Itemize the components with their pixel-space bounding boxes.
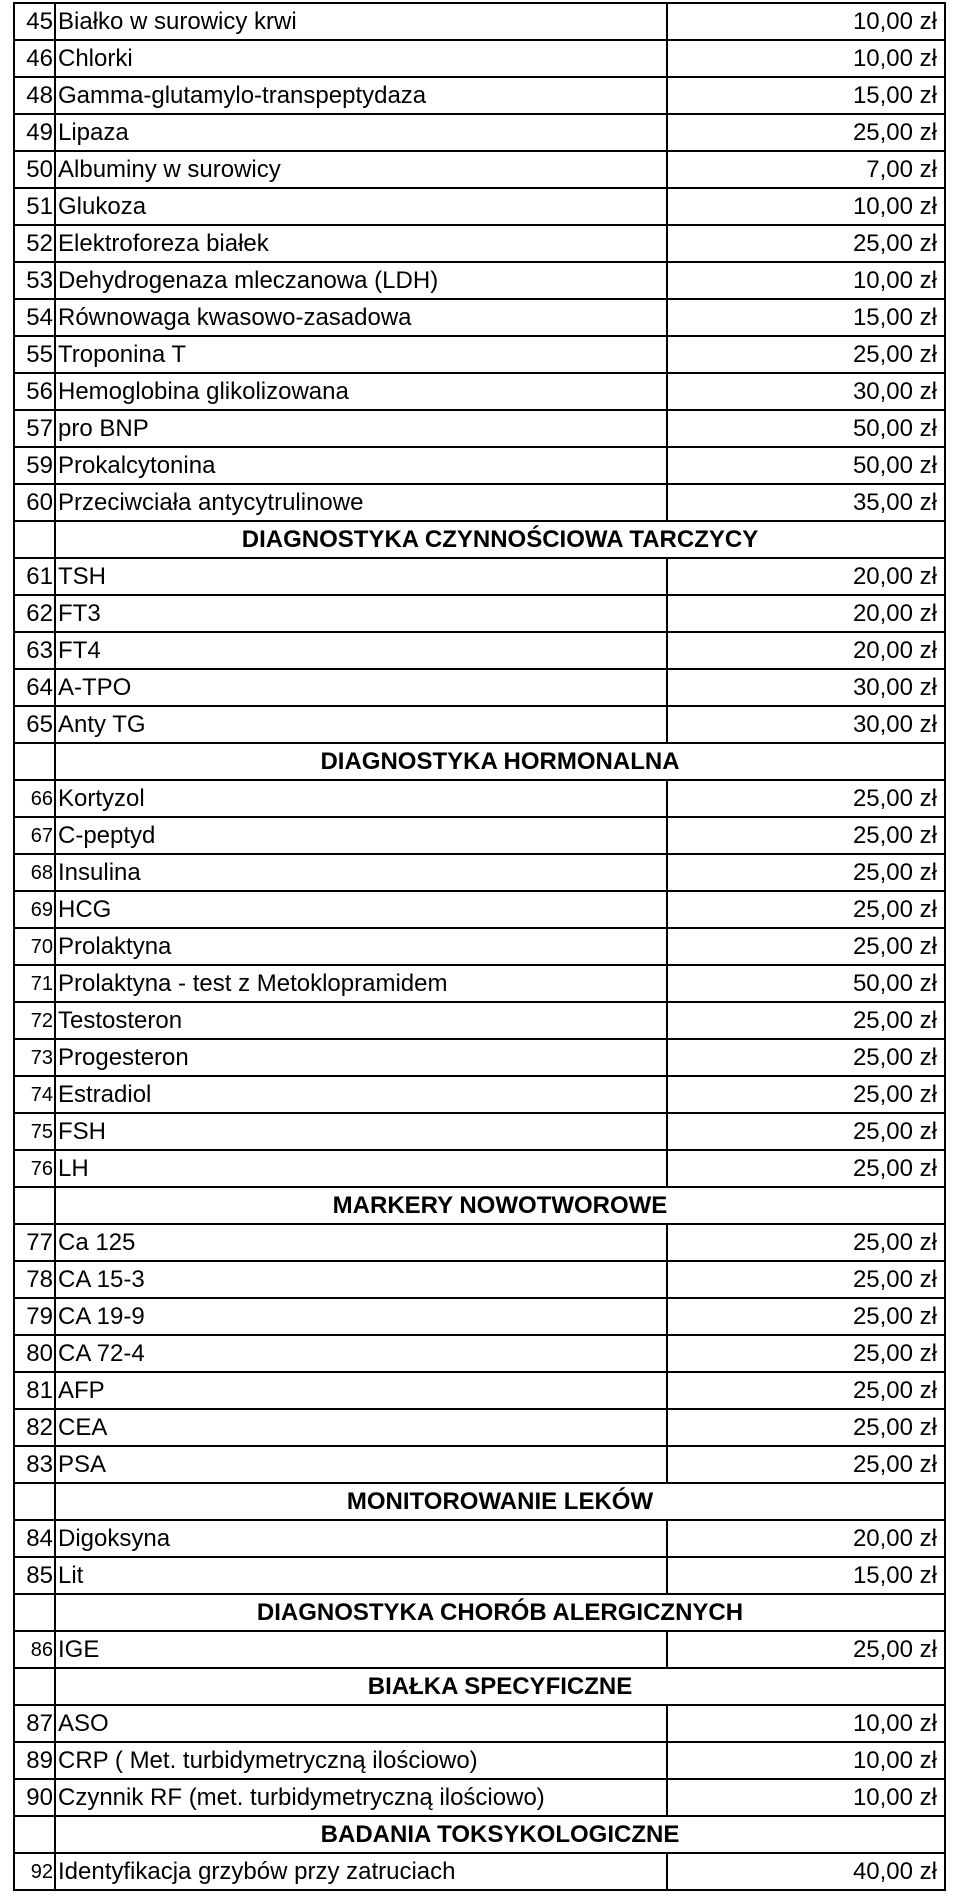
table-row xyxy=(14,669,945,706)
table-row xyxy=(14,447,945,484)
item-number: 86 xyxy=(14,1631,55,1668)
test-name: Glukoza xyxy=(55,188,667,225)
test-name: CA 19-9 xyxy=(55,1298,667,1335)
test-name: FT4 xyxy=(55,632,667,669)
item-number: 50 xyxy=(14,151,55,188)
test-name: Elektroforeza białek xyxy=(55,225,667,262)
item-number: 82 xyxy=(14,1409,55,1446)
item-number: 73 xyxy=(14,1039,55,1076)
test-name: pro BNP xyxy=(55,410,667,447)
table-row xyxy=(14,3,945,40)
table-row xyxy=(14,1039,945,1076)
test-price: 25,00 zł xyxy=(667,1631,945,1668)
test-name: CA 72-4 xyxy=(55,1335,667,1372)
section-number-cell xyxy=(14,1187,55,1224)
item-number: 72 xyxy=(14,1002,55,1039)
item-number: 70 xyxy=(14,928,55,965)
table-row xyxy=(14,1224,945,1261)
table-row xyxy=(14,595,945,632)
item-number: 83 xyxy=(14,1446,55,1483)
table-row xyxy=(14,1520,945,1557)
price-list-table xyxy=(13,2,946,1891)
item-number: 75 xyxy=(14,1113,55,1150)
section-number-cell xyxy=(14,1668,55,1705)
test-price: 20,00 zł xyxy=(667,1520,945,1557)
test-name: Chlorki xyxy=(55,40,667,77)
test-name: C-peptyd xyxy=(55,817,667,854)
table-row xyxy=(14,373,945,410)
test-price: 50,00 zł xyxy=(667,965,945,1002)
test-price: 25,00 zł xyxy=(667,1076,945,1113)
test-price: 25,00 zł xyxy=(667,1446,945,1483)
test-name: Lipaza xyxy=(55,114,667,151)
test-price: 10,00 zł xyxy=(667,1779,945,1816)
section-header-row xyxy=(14,743,945,780)
item-number: 62 xyxy=(14,595,55,632)
test-name: CRP ( Met. turbidymetryczną ilościowo) xyxy=(55,1742,667,1779)
test-name: HCG xyxy=(55,891,667,928)
test-name: Lit xyxy=(55,1557,667,1594)
table-row xyxy=(14,262,945,299)
test-price: 7,00 zł xyxy=(667,151,945,188)
test-price: 30,00 zł xyxy=(667,669,945,706)
table-row xyxy=(14,40,945,77)
test-name: Troponina T xyxy=(55,336,667,373)
test-name: Progesteron xyxy=(55,1039,667,1076)
test-price: 15,00 zł xyxy=(667,299,945,336)
test-name: Dehydrogenaza mleczanowa (LDH) xyxy=(55,262,667,299)
table-row xyxy=(14,1557,945,1594)
table-row xyxy=(14,1335,945,1372)
test-price: 25,00 zł xyxy=(667,780,945,817)
test-name: Hemoglobina glikolizowana xyxy=(55,373,667,410)
item-number: 54 xyxy=(14,299,55,336)
item-number: 81 xyxy=(14,1372,55,1409)
price-list-body xyxy=(14,3,945,1890)
table-row xyxy=(14,1150,945,1187)
item-number: 57 xyxy=(14,410,55,447)
test-name: FSH xyxy=(55,1113,667,1150)
item-number: 74 xyxy=(14,1076,55,1113)
section-header-row xyxy=(14,1668,945,1705)
test-name: Insulina xyxy=(55,854,667,891)
table-row xyxy=(14,151,945,188)
test-name: CEA xyxy=(55,1409,667,1446)
test-name: CA 15-3 xyxy=(55,1261,667,1298)
test-name: IGE xyxy=(55,1631,667,1668)
item-number: 53 xyxy=(14,262,55,299)
test-price: 20,00 zł xyxy=(667,632,945,669)
table-row xyxy=(14,77,945,114)
test-price: 25,00 zł xyxy=(667,928,945,965)
section-title: DIAGNOSTYKA CZYNNOŚCIOWA TARCZYCY xyxy=(55,521,945,558)
test-price: 15,00 zł xyxy=(667,1557,945,1594)
table-row xyxy=(14,632,945,669)
item-number: 48 xyxy=(14,77,55,114)
test-price: 40,00 zł xyxy=(667,1853,945,1890)
test-price: 30,00 zł xyxy=(667,373,945,410)
item-number: 63 xyxy=(14,632,55,669)
test-name: Digoksyna xyxy=(55,1520,667,1557)
test-name: Gamma-glutamylo-transpeptydaza xyxy=(55,77,667,114)
test-price: 20,00 zł xyxy=(667,558,945,595)
test-price: 25,00 zł xyxy=(667,1002,945,1039)
test-name: Przeciwciała antycytrulinowe xyxy=(55,484,667,521)
item-number: 85 xyxy=(14,1557,55,1594)
item-number: 46 xyxy=(14,40,55,77)
test-name: Równowaga kwasowo-zasadowa xyxy=(55,299,667,336)
item-number: 59 xyxy=(14,447,55,484)
item-number: 87 xyxy=(14,1705,55,1742)
section-title: MARKERY NOWOTWOROWE xyxy=(55,1187,945,1224)
item-number: 84 xyxy=(14,1520,55,1557)
test-price: 25,00 zł xyxy=(667,1409,945,1446)
item-number: 56 xyxy=(14,373,55,410)
table-row xyxy=(14,780,945,817)
test-price: 25,00 zł xyxy=(667,114,945,151)
section-header-row xyxy=(14,1187,945,1224)
item-number: 76 xyxy=(14,1150,55,1187)
table-row xyxy=(14,1631,945,1668)
section-header-row xyxy=(14,1816,945,1853)
table-row xyxy=(14,817,945,854)
test-price: 10,00 zł xyxy=(667,1742,945,1779)
section-header-row xyxy=(14,521,945,558)
section-title: BADANIA TOKSYKOLOGICZNE xyxy=(55,1816,945,1853)
table-row xyxy=(14,854,945,891)
table-row xyxy=(14,410,945,447)
test-price: 25,00 zł xyxy=(667,1261,945,1298)
table-row xyxy=(14,1742,945,1779)
item-number: 61 xyxy=(14,558,55,595)
test-price: 10,00 zł xyxy=(667,188,945,225)
test-name: LH xyxy=(55,1150,667,1187)
item-number: 60 xyxy=(14,484,55,521)
test-price: 50,00 zł xyxy=(667,410,945,447)
section-title: MONITOROWANIE LEKÓW xyxy=(55,1483,945,1520)
test-price: 30,00 zł xyxy=(667,706,945,743)
section-number-cell xyxy=(14,521,55,558)
table-row xyxy=(14,928,945,965)
table-row xyxy=(14,114,945,151)
section-title: DIAGNOSTYKA CHORÓB ALERGICZNYCH xyxy=(55,1594,945,1631)
item-number: 90 xyxy=(14,1779,55,1816)
item-number: 68 xyxy=(14,854,55,891)
test-name: PSA xyxy=(55,1446,667,1483)
item-number: 67 xyxy=(14,817,55,854)
test-name: Testosteron xyxy=(55,1002,667,1039)
test-price: 25,00 zł xyxy=(667,817,945,854)
test-name: A-TPO xyxy=(55,669,667,706)
item-number: 49 xyxy=(14,114,55,151)
table-row xyxy=(14,1298,945,1335)
test-price: 15,00 zł xyxy=(667,77,945,114)
test-price: 25,00 zł xyxy=(667,854,945,891)
section-header-row xyxy=(14,1594,945,1631)
table-row xyxy=(14,558,945,595)
item-number: 89 xyxy=(14,1742,55,1779)
table-row xyxy=(14,484,945,521)
test-name: Estradiol xyxy=(55,1076,667,1113)
test-price: 10,00 zł xyxy=(667,1705,945,1742)
test-price: 10,00 zł xyxy=(667,3,945,40)
test-price: 50,00 zł xyxy=(667,447,945,484)
test-price: 25,00 zł xyxy=(667,1372,945,1409)
table-row xyxy=(14,1779,945,1816)
test-price: 25,00 zł xyxy=(667,1224,945,1261)
table-row xyxy=(14,891,945,928)
section-number-cell xyxy=(14,1816,55,1853)
table-row xyxy=(14,1002,945,1039)
table-row xyxy=(14,706,945,743)
section-number-cell xyxy=(14,1483,55,1520)
section-title: DIAGNOSTYKA HORMONALNA xyxy=(55,743,945,780)
item-number: 80 xyxy=(14,1335,55,1372)
section-header-row xyxy=(14,1483,945,1520)
test-name: Prolaktyna xyxy=(55,928,667,965)
item-number: 71 xyxy=(14,965,55,1002)
test-name: Czynnik RF (met. turbidymetryczną ilościowo) xyxy=(55,1779,667,1816)
table-row xyxy=(14,1446,945,1483)
item-number: 65 xyxy=(14,706,55,743)
test-name: ASO xyxy=(55,1705,667,1742)
test-price: 20,00 zł xyxy=(667,595,945,632)
test-name: Ca 125 xyxy=(55,1224,667,1261)
test-name: Prokalcytonina xyxy=(55,447,667,484)
test-name: Anty TG xyxy=(55,706,667,743)
test-name: Identyfikacja grzybów przy zatruciach xyxy=(55,1853,667,1890)
item-number: 79 xyxy=(14,1298,55,1335)
table-row xyxy=(14,188,945,225)
table-row xyxy=(14,1853,945,1890)
table-row xyxy=(14,1409,945,1446)
table-row xyxy=(14,1113,945,1150)
item-number: 55 xyxy=(14,336,55,373)
table-row xyxy=(14,1372,945,1409)
test-name: Kortyzol xyxy=(55,780,667,817)
table-row xyxy=(14,1076,945,1113)
section-number-cell xyxy=(14,1594,55,1631)
section-title: BIAŁKA SPECYFICZNE xyxy=(55,1668,945,1705)
item-number: 66 xyxy=(14,780,55,817)
test-price: 25,00 zł xyxy=(667,336,945,373)
table-row xyxy=(14,299,945,336)
test-name: FT3 xyxy=(55,595,667,632)
test-name: AFP xyxy=(55,1372,667,1409)
table-row xyxy=(14,225,945,262)
test-price: 25,00 zł xyxy=(667,1150,945,1187)
test-price: 25,00 zł xyxy=(667,891,945,928)
item-number: 69 xyxy=(14,891,55,928)
test-price: 25,00 zł xyxy=(667,1039,945,1076)
test-price: 25,00 zł xyxy=(667,1335,945,1372)
test-price: 25,00 zł xyxy=(667,1298,945,1335)
test-name: Prolaktyna - test z Metoklopramidem xyxy=(55,965,667,1002)
test-price: 25,00 zł xyxy=(667,1113,945,1150)
table-row xyxy=(14,336,945,373)
item-number: 64 xyxy=(14,669,55,706)
table-row xyxy=(14,1261,945,1298)
item-number: 45 xyxy=(14,3,55,40)
item-number: 51 xyxy=(14,188,55,225)
item-number: 78 xyxy=(14,1261,55,1298)
section-number-cell xyxy=(14,743,55,780)
test-price: 35,00 zł xyxy=(667,484,945,521)
item-number: 92 xyxy=(14,1853,55,1890)
test-price: 25,00 zł xyxy=(667,225,945,262)
test-price: 10,00 zł xyxy=(667,40,945,77)
test-name: Albuminy w surowicy xyxy=(55,151,667,188)
test-name: Białko w surowicy krwi xyxy=(55,3,667,40)
item-number: 52 xyxy=(14,225,55,262)
item-number: 77 xyxy=(14,1224,55,1261)
test-name: TSH xyxy=(55,558,667,595)
test-price: 10,00 zł xyxy=(667,262,945,299)
table-row xyxy=(14,965,945,1002)
table-row xyxy=(14,1705,945,1742)
